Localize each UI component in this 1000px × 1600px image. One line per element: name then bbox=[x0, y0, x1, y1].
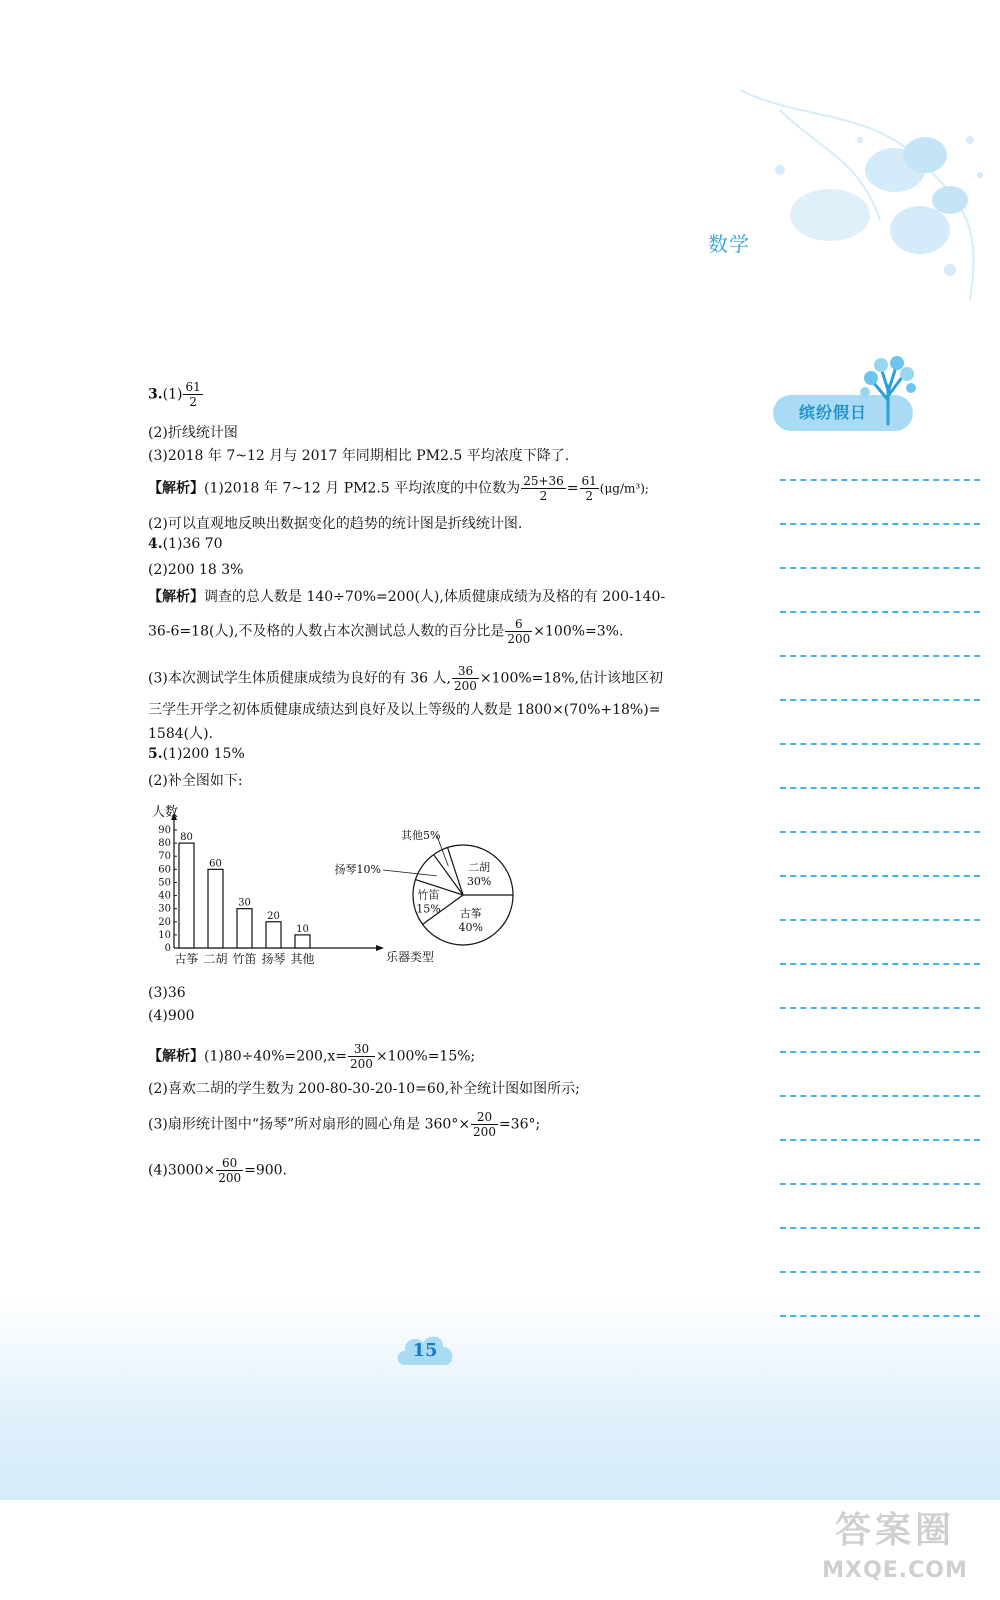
subject-label: 数学 bbox=[708, 232, 750, 256]
note-line bbox=[780, 789, 980, 833]
fraction-numerator: 25+36 bbox=[523, 474, 564, 488]
note-line bbox=[780, 1009, 980, 1053]
watermark-text: 答案圈 bbox=[834, 1510, 955, 1551]
q3-number: 3. bbox=[148, 386, 163, 403]
pie-slice-percent: 40% bbox=[458, 920, 483, 934]
analysis-tag: 【解析】 bbox=[148, 1048, 204, 1065]
q4-a3-text: (3)本次测试学生体质健康成绩为良好的有 36 人, bbox=[148, 670, 451, 687]
y-tick-label: 40 bbox=[158, 890, 171, 902]
pie-slice-percent: 30% bbox=[466, 874, 492, 888]
x-tick-label: 古筝 bbox=[174, 952, 199, 966]
pie-slice-label: 其他5% bbox=[401, 829, 441, 842]
note-line bbox=[780, 569, 980, 613]
q3-analysis-text: (1)2018 年 7~12 月 PM2.5 平均浓度的中位数为 bbox=[204, 480, 521, 497]
equals-sign: = bbox=[566, 480, 579, 497]
fraction-numerator: 36 bbox=[452, 664, 479, 679]
q5-analysis-text: (3)扇形统计图中“扬琴”所对扇形的圆心角是 360°× bbox=[148, 1116, 471, 1133]
note-line bbox=[780, 1097, 980, 1141]
x-tick-label: 其他 bbox=[290, 952, 315, 966]
note-line bbox=[780, 481, 980, 525]
fraction-numerator: 61 bbox=[581, 474, 597, 488]
q5-analysis-text: ×100%=15%; bbox=[375, 1048, 476, 1065]
q4-analysis-text: 调查的总人数是 140÷70%=200(人),体质健康成绩为及格的有 200-140- bbox=[204, 589, 666, 605]
y-tick-label: 0 bbox=[164, 943, 171, 954]
note-line bbox=[780, 1229, 980, 1273]
q5-analysis-text: (1)80÷40%=200,x= bbox=[204, 1048, 348, 1065]
analysis-tag: 【解析】 bbox=[148, 480, 204, 497]
q4-analysis-text: ×100%=3%. bbox=[533, 623, 624, 640]
pie-slice-label: 二胡 bbox=[468, 860, 491, 874]
badge-text: 缤纷假日 bbox=[798, 403, 867, 422]
q4-analysis-1 bbox=[148, 586, 665, 606]
note-line bbox=[780, 701, 980, 745]
analysis-tag: 【解析】 bbox=[148, 589, 204, 605]
note-line bbox=[780, 877, 980, 921]
q4-answer-3 bbox=[148, 664, 663, 693]
q3-answer-1 bbox=[148, 380, 204, 409]
q5-analysis-4 bbox=[148, 1156, 287, 1185]
bar-data-label: 60 bbox=[209, 858, 222, 870]
y-tick-label: 70 bbox=[158, 851, 171, 863]
q5-analysis-3 bbox=[148, 1110, 540, 1139]
note-line bbox=[780, 1053, 980, 1097]
q5-analysis-text: =36°; bbox=[498, 1116, 541, 1133]
watermark-url: MXQE.COM bbox=[822, 1558, 968, 1583]
q5-analysis-text: (4)3000× bbox=[148, 1162, 216, 1179]
fraction-denominator: 2 bbox=[585, 489, 593, 503]
pie-slice-label: 竹笛 bbox=[417, 888, 440, 902]
q3-a1-prefix: (1) bbox=[162, 386, 183, 403]
note-line bbox=[780, 745, 980, 789]
note-line bbox=[780, 921, 980, 965]
q4-analysis-2 bbox=[148, 617, 623, 646]
x-tick-label: 二胡 bbox=[203, 952, 228, 966]
pie-slice-label: 扬琴10% bbox=[334, 863, 381, 876]
fraction-numerator: 30 bbox=[348, 1042, 375, 1057]
q4-answer-3-line3: 1584(人). bbox=[148, 726, 214, 742]
q4-answer-2: (2)200 18 3% bbox=[148, 562, 244, 578]
q5-answer-3: (3)36 bbox=[148, 985, 186, 1001]
page-number: 15 bbox=[412, 1340, 438, 1361]
q3-analysis-2: (2)可以直观地反映出数据变化的趋势的统计图是折线统计图. bbox=[148, 516, 523, 532]
bar bbox=[266, 922, 281, 948]
y-axis-label: 人数 bbox=[152, 805, 179, 820]
q3-answer-2: (2)折线统计图 bbox=[148, 425, 238, 441]
bar bbox=[295, 935, 310, 948]
note-line bbox=[780, 613, 980, 657]
note-line bbox=[780, 1273, 980, 1317]
fraction bbox=[183, 380, 202, 409]
q3-answer-3: (3)2018 年 7~12 月与 2017 年同期相比 PM2.5 平均浓度下降了. bbox=[148, 448, 570, 464]
fraction-denominator: 200 bbox=[454, 679, 477, 693]
pie-slice-label: 古筝 bbox=[459, 906, 482, 920]
q4-answer-1 bbox=[148, 536, 223, 552]
pie-chart bbox=[334, 825, 533, 975]
q3-analysis-1 bbox=[148, 474, 649, 503]
y-tick-label: 30 bbox=[158, 903, 171, 915]
x-tick-label: 扬琴 bbox=[261, 952, 286, 966]
note-line bbox=[780, 437, 980, 481]
watermark-logo bbox=[800, 1500, 990, 1595]
fraction-denominator: 200 bbox=[218, 1171, 242, 1185]
fraction-numerator: 60 bbox=[216, 1156, 243, 1171]
fraction bbox=[452, 664, 479, 693]
note-line bbox=[780, 1185, 980, 1229]
bar-data-label: 30 bbox=[238, 897, 251, 909]
bar bbox=[208, 869, 223, 948]
y-tick-label: 50 bbox=[158, 877, 171, 889]
note-line bbox=[780, 1141, 980, 1185]
q5-analysis-2: (2)喜欢二胡的学生数为 200-80-30-20-10=60,补全统计图如图所示; bbox=[148, 1081, 580, 1097]
q5-a1: (1)200 15% bbox=[162, 746, 245, 762]
y-tick-label: 80 bbox=[158, 838, 171, 850]
q5-analysis-text: =900. bbox=[244, 1162, 288, 1179]
fraction-denominator: 200 bbox=[350, 1057, 373, 1071]
q4-a1: (1)36 70 bbox=[162, 536, 223, 552]
x-tick-label: 竹笛 bbox=[232, 952, 257, 966]
bar-data-label: 20 bbox=[267, 910, 280, 922]
page-number-badge bbox=[393, 1327, 457, 1375]
statistics-figures bbox=[148, 800, 492, 979]
fraction bbox=[505, 617, 532, 646]
note-line bbox=[780, 833, 980, 877]
fraction-numerator: 20 bbox=[471, 1110, 498, 1125]
fraction bbox=[348, 1042, 375, 1071]
bottom-background-band bbox=[0, 1300, 1000, 1500]
y-tick-label: 20 bbox=[158, 916, 171, 928]
bar-data-label: 10 bbox=[296, 923, 309, 935]
q5-answer-4: (4)900 bbox=[148, 1008, 195, 1024]
fraction bbox=[580, 474, 599, 503]
y-tick-label: 10 bbox=[158, 929, 171, 941]
floral-decoration-icon bbox=[720, 80, 1000, 310]
note-lines bbox=[780, 437, 980, 1317]
q4-answer-3-line2: 三学生开学之初体质健康成绩达到良好及以上等级的人数是 1800×(70%+18%)= bbox=[148, 702, 661, 718]
fraction-denominator: 2 bbox=[189, 395, 197, 409]
unit-text: (μg/m³); bbox=[599, 481, 649, 496]
q4-number: 4. bbox=[148, 536, 163, 552]
q5-number: 5. bbox=[148, 746, 163, 762]
q5-answer-1 bbox=[148, 746, 245, 762]
note-line bbox=[780, 525, 980, 569]
bar bbox=[179, 843, 194, 948]
y-tick-label: 60 bbox=[158, 864, 171, 876]
note-line bbox=[780, 965, 980, 1009]
x-axis-label: 乐器类型 bbox=[386, 950, 435, 964]
pie-slice-percent: 15% bbox=[416, 902, 441, 916]
fraction-denominator: 2 bbox=[539, 489, 548, 503]
fraction-denominator: 200 bbox=[473, 1125, 496, 1139]
bar-data-label: 80 bbox=[180, 832, 193, 844]
fraction bbox=[471, 1110, 498, 1139]
fraction-numerator: 6 bbox=[505, 617, 532, 632]
fraction bbox=[521, 474, 566, 503]
fraction bbox=[216, 1156, 243, 1185]
tree-icon bbox=[857, 356, 919, 426]
q5-answer-2: (2)补全图如下: bbox=[148, 773, 243, 789]
q4-a3-text: ×100%=18%,估计该地区初 bbox=[479, 670, 663, 687]
fraction-denominator: 200 bbox=[507, 632, 531, 646]
y-tick-label: 90 bbox=[158, 825, 171, 836]
q4-analysis-text: 36-6=18(人),不及格的人数占本次测试总人数的百分比是 bbox=[148, 623, 505, 640]
note-line bbox=[780, 657, 980, 701]
bar bbox=[237, 909, 252, 948]
q5-analysis-1 bbox=[148, 1042, 475, 1071]
fraction-numerator: 61 bbox=[185, 380, 201, 394]
